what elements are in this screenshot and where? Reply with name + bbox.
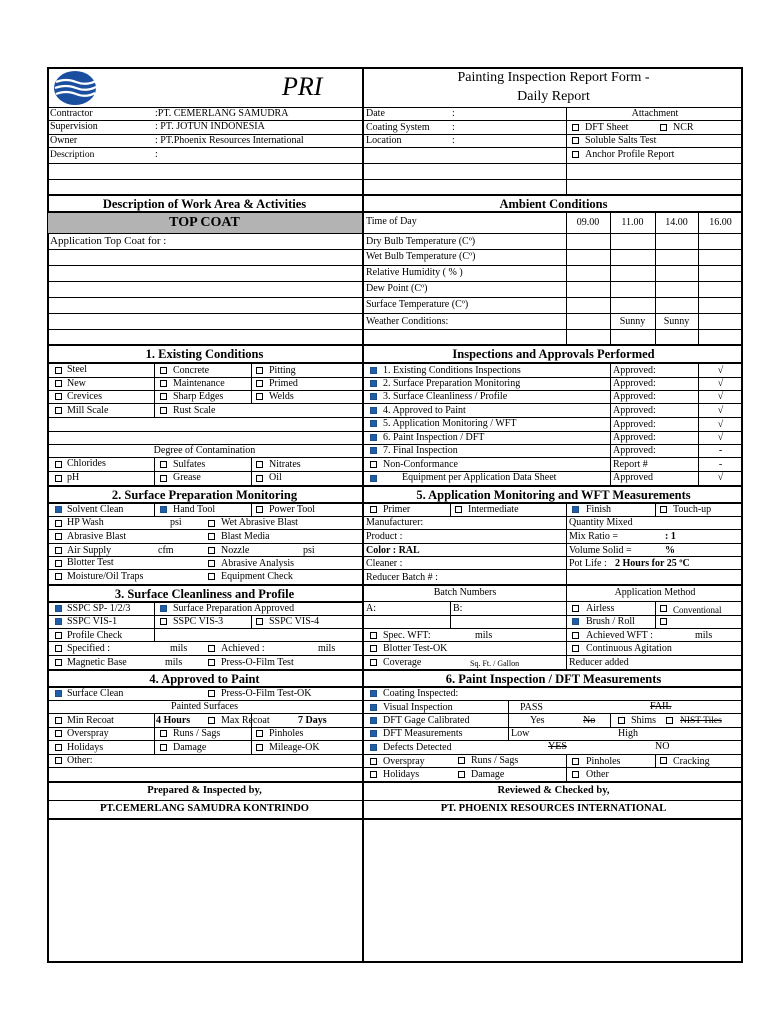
soluble-salts-checkbox[interactable] bbox=[572, 137, 579, 144]
approval-7-mark: - bbox=[718, 445, 723, 456]
primer-label: Primer bbox=[383, 504, 411, 515]
approval-7-label: 7. Final Inspection bbox=[383, 445, 458, 456]
reviewed-company: PT. PHOENIX RESOURCES INTERNATIONAL bbox=[440, 803, 667, 814]
approval-2-label: 2. Surface Preparation Monitoring bbox=[383, 378, 521, 389]
sulfates-checkbox[interactable] bbox=[160, 461, 167, 468]
equipment-label: Equipment per Application Data Sheet bbox=[402, 472, 557, 483]
new-checkbox[interactable] bbox=[55, 380, 62, 387]
approval-2-mark: √ bbox=[717, 378, 724, 389]
pinholes-right-checkbox[interactable] bbox=[572, 758, 579, 765]
abrasive-blast-label: Abrasive Blast bbox=[67, 531, 127, 542]
cleanliness-heading: 3. Surface Cleanliness and Profile bbox=[114, 587, 295, 601]
approval-5-checkbox[interactable] bbox=[370, 420, 377, 427]
nozzle-psi-unit: psi bbox=[303, 545, 315, 556]
brush-roll-checkbox[interactable] bbox=[572, 618, 579, 625]
max-recoat-value: 7 Days bbox=[298, 715, 327, 726]
gage-no-option[interactable]: No bbox=[583, 715, 596, 726]
time-1100: 11.00 bbox=[621, 217, 644, 228]
visual-inspection-checkbox[interactable] bbox=[370, 704, 377, 711]
coating-inspected-label: Coating Inspected: bbox=[383, 688, 459, 699]
dew-point-label: Dew Point (Cº) bbox=[366, 283, 428, 294]
company-logo bbox=[52, 69, 98, 107]
dft-measurements-checkbox[interactable] bbox=[370, 730, 377, 737]
overspray-right-label: Overspray bbox=[383, 756, 425, 767]
approval-1-status: Approved: bbox=[613, 365, 656, 376]
blotter-test-checkbox[interactable] bbox=[55, 560, 62, 567]
mill-scale-label: Mill Scale bbox=[67, 405, 109, 416]
manufacturer-label: Manufacturer: bbox=[366, 517, 424, 528]
spec-wft-label: Spec. WFT: bbox=[383, 630, 431, 641]
date-label: Date bbox=[366, 108, 385, 119]
overspray-right-checkbox[interactable] bbox=[370, 758, 377, 765]
damage-right-checkbox[interactable] bbox=[458, 771, 465, 778]
non-conformance-checkbox[interactable] bbox=[370, 461, 377, 468]
hand-tool-label: Hand Tool bbox=[173, 504, 216, 515]
quantity-mixed-label: Quantity Mixed bbox=[569, 517, 633, 528]
profile-check-label: Profile Check bbox=[67, 630, 123, 641]
brand-name: PRI bbox=[282, 72, 323, 101]
fail-option[interactable]: FAIL bbox=[650, 701, 672, 712]
approval-4-mark: √ bbox=[717, 405, 724, 416]
sspc-sp-label: SSPC SP- 1/2/3 bbox=[67, 603, 131, 614]
pinholes-right-label: Pinholes bbox=[586, 756, 621, 767]
ncr-label: NCR bbox=[673, 122, 694, 133]
cracking-checkbox[interactable] bbox=[660, 757, 667, 764]
press-ok-checkbox[interactable] bbox=[208, 690, 215, 697]
approval-1-checkbox[interactable] bbox=[370, 367, 377, 374]
nitrates-checkbox[interactable] bbox=[256, 461, 263, 468]
oil-label: Oil bbox=[269, 472, 282, 483]
coverage-checkbox[interactable] bbox=[370, 659, 377, 666]
specified-checkbox[interactable] bbox=[55, 645, 62, 652]
non-conformance-status: Report # bbox=[613, 459, 648, 470]
defects-yes-option[interactable]: YES bbox=[548, 741, 567, 752]
sspc-vis1-label: SSPC VIS-1 bbox=[67, 616, 118, 627]
primer-checkbox[interactable] bbox=[370, 506, 377, 513]
dft-low-label: Low bbox=[511, 728, 530, 739]
location-value[interactable]: : bbox=[452, 135, 455, 146]
defects-checkbox[interactable] bbox=[370, 744, 377, 751]
pinholes-left-checkbox[interactable] bbox=[256, 730, 263, 737]
holidays-left-checkbox[interactable] bbox=[55, 744, 62, 751]
soluble-salts-label: Soluble Salts Test bbox=[585, 135, 657, 146]
overspray-left-checkbox[interactable] bbox=[55, 730, 62, 737]
power-tool-label: Power Tool bbox=[269, 504, 316, 515]
batch-numbers-title: Batch Numbers bbox=[433, 587, 497, 598]
hp-wash-label: HP Wash bbox=[67, 517, 104, 528]
ph-label: pH bbox=[67, 472, 80, 483]
prepared-company: PT.CEMERLANG SAMUDRA KONTRINDO bbox=[100, 803, 309, 814]
intermediate-label: Intermediate bbox=[468, 504, 519, 515]
approval-1-label: 1. Existing Conditions Inspections bbox=[383, 365, 521, 376]
continuous-agitation-label: Continuous Agitation bbox=[586, 643, 672, 654]
runs-sags-right-checkbox[interactable] bbox=[458, 757, 465, 764]
pot-life-value: 2 Hours for 25 ºC bbox=[615, 558, 690, 569]
other-left-label: Other: bbox=[67, 755, 93, 766]
solvent-clean-checkbox[interactable] bbox=[55, 506, 62, 513]
other-left-checkbox[interactable] bbox=[55, 757, 62, 764]
crevices-checkbox[interactable] bbox=[55, 393, 62, 400]
dft-sheet-label: DFT Sheet bbox=[585, 122, 629, 133]
approval-4-checkbox[interactable] bbox=[370, 407, 377, 414]
dft-gage-checkbox[interactable] bbox=[370, 717, 377, 724]
welds-label: Welds bbox=[269, 391, 294, 402]
wet-abrasive-checkbox[interactable] bbox=[208, 520, 215, 527]
air-supply-label: Air Supply bbox=[67, 545, 112, 556]
description-label: Description bbox=[50, 150, 95, 160]
blotter-ok-checkbox[interactable] bbox=[370, 645, 377, 652]
prepared-signature-area[interactable] bbox=[49, 821, 361, 961]
nozzle-label: Nozzle bbox=[221, 545, 250, 556]
sharp-edges-label: Sharp Edges bbox=[173, 391, 224, 402]
equipment-mark: √ bbox=[717, 472, 724, 483]
welds-checkbox[interactable] bbox=[256, 393, 263, 400]
dry-bulb-label: Dry Bulb Temperature (Cº) bbox=[366, 236, 476, 247]
abrasive-analysis-label: Abrasive Analysis bbox=[221, 558, 295, 569]
application-label: Application Top Coat for : bbox=[50, 235, 167, 247]
primed-label: Primed bbox=[269, 378, 298, 389]
owner-value[interactable]: : PT.Phoenix Resources International bbox=[155, 135, 304, 146]
approval-5-status: Approved: bbox=[613, 419, 656, 430]
top-coat-label: TOP COAT bbox=[169, 215, 240, 230]
attachment-title: Attachment bbox=[631, 108, 679, 119]
coating-system-label: Coating System bbox=[366, 122, 430, 133]
application-heading: 5. Application Monitoring and WFT Measurements bbox=[416, 488, 691, 502]
approval-6-checkbox[interactable] bbox=[370, 434, 377, 441]
finish-checkbox[interactable] bbox=[572, 506, 579, 513]
damage-left-label: Damage bbox=[173, 742, 207, 753]
conventional-label: Conventional bbox=[673, 605, 722, 615]
holidays-left-label: Holidays bbox=[67, 742, 104, 753]
volume-solid-unit: % bbox=[665, 545, 675, 556]
pot-life-label: Pot Life : bbox=[569, 558, 607, 569]
coverage-label: Coverage bbox=[383, 657, 422, 668]
coverage-unit: Sq. Ft. / Gallon bbox=[470, 659, 520, 668]
reducer-batch-label: Reducer Batch # : bbox=[366, 572, 438, 583]
abrasive-blast-checkbox[interactable] bbox=[55, 533, 62, 540]
approval-5-mark: √ bbox=[717, 419, 724, 430]
approval-7-checkbox[interactable] bbox=[370, 447, 377, 454]
runs-sags-left-label: Runs / Sags bbox=[173, 728, 221, 739]
intermediate-checkbox[interactable] bbox=[455, 506, 462, 513]
color-label: Color : RAL bbox=[366, 545, 420, 556]
shims-checkbox[interactable] bbox=[618, 717, 625, 724]
moisture-traps-checkbox[interactable] bbox=[55, 573, 62, 580]
pitting-checkbox[interactable] bbox=[256, 367, 263, 374]
moisture-traps-label: Moisture/Oil Traps bbox=[67, 571, 144, 582]
batch-a-label: A: bbox=[366, 603, 376, 614]
nitrates-label: Nitrates bbox=[269, 459, 301, 470]
achieved-wft-unit: mils bbox=[695, 630, 713, 641]
spec-wft-checkbox[interactable] bbox=[370, 632, 377, 639]
continuous-agitation-checkbox[interactable] bbox=[572, 645, 579, 652]
approval-2-status: Approved: bbox=[613, 378, 656, 389]
visual-inspection-label: Visual Inspection bbox=[383, 702, 453, 713]
grease-checkbox[interactable] bbox=[160, 475, 167, 482]
approval-4-label: 4. Approved to Paint bbox=[383, 405, 466, 416]
damage-right-label: Damage bbox=[471, 769, 505, 780]
prep-approved-label: Surface Preparation Approved bbox=[173, 603, 295, 614]
ph-checkbox[interactable] bbox=[55, 475, 62, 482]
existing-conditions-heading: 1. Existing Conditions bbox=[145, 347, 264, 361]
rust-scale-checkbox[interactable] bbox=[160, 407, 167, 414]
airless-checkbox[interactable] bbox=[572, 605, 579, 612]
other-right-checkbox[interactable] bbox=[572, 771, 579, 778]
mileage-ok-label: Mileage-OK bbox=[269, 742, 320, 753]
humidity-label: Relative Humidity ( % ) bbox=[366, 267, 463, 278]
achieved-unit: mils bbox=[318, 643, 336, 654]
blotter-test-label: Blotter Test bbox=[67, 557, 114, 568]
reducer-added-label: Reducer added bbox=[569, 657, 629, 668]
brush-roll-label: Brush / Roll bbox=[586, 616, 635, 627]
other-right-label: Other bbox=[586, 769, 609, 780]
report-title-line2: Daily Report bbox=[517, 89, 590, 104]
dft-gage-label: DFT Gage Calibrated bbox=[383, 715, 470, 726]
non-conformance-label: Non-Conformance bbox=[383, 459, 458, 470]
new-label: New bbox=[67, 378, 86, 389]
damage-left-checkbox[interactable] bbox=[160, 744, 167, 751]
nist-tiles-label: NIST Tiles bbox=[680, 716, 722, 726]
air-supply-cfm-unit: cfm bbox=[158, 545, 174, 556]
pitting-label: Pitting bbox=[269, 365, 296, 376]
sharp-edges-checkbox[interactable] bbox=[160, 393, 167, 400]
finish-label: Finish bbox=[586, 504, 612, 515]
touchup-checkbox[interactable] bbox=[660, 506, 667, 513]
solvent-clean-label: Solvent Clean bbox=[67, 504, 124, 515]
equipment-checkbox[interactable] bbox=[370, 475, 377, 482]
hand-tool-checkbox[interactable] bbox=[160, 506, 167, 513]
blast-media-label: Blast Media bbox=[221, 531, 270, 542]
time-1400: 14.00 bbox=[665, 217, 688, 228]
approval-6-label: 6. Paint Inspection / DFT bbox=[383, 432, 485, 443]
press-o-film-checkbox[interactable] bbox=[208, 659, 215, 666]
contractor-value[interactable]: :PT. CEMERLANG SAMUDRA bbox=[155, 108, 289, 119]
volume-solid-label: Volume Solid = bbox=[569, 545, 632, 556]
magnetic-base-label: Magnetic Base bbox=[67, 657, 127, 668]
nist-tiles-checkbox[interactable] bbox=[666, 717, 673, 724]
defects-no-option[interactable]: NO bbox=[655, 741, 670, 752]
crevices-label: Crevices bbox=[67, 391, 102, 402]
hp-wash-checkbox[interactable] bbox=[55, 520, 62, 527]
steel-checkbox[interactable] bbox=[55, 367, 62, 374]
air-supply-checkbox[interactable] bbox=[55, 547, 62, 554]
time-0900: 09.00 bbox=[576, 217, 600, 228]
product-label: Product : bbox=[366, 531, 403, 542]
touchup-label: Touch-up bbox=[673, 504, 712, 515]
runs-sags-right-label: Runs / Sags bbox=[471, 755, 519, 766]
sspc-vis4-checkbox[interactable] bbox=[256, 618, 263, 625]
weather-1100[interactable]: Sunny bbox=[619, 316, 646, 327]
max-recoat-label: Max Recoat bbox=[221, 715, 270, 726]
achieved-checkbox[interactable] bbox=[208, 645, 215, 652]
painted-surfaces-title: Painted Surfaces bbox=[171, 701, 238, 712]
min-recoat-value: 4 Hours bbox=[156, 715, 191, 726]
mix-ratio-label: Mix Ratio = bbox=[569, 531, 618, 542]
surface-temp-label: Surface Temperature (Cº) bbox=[366, 299, 469, 310]
cleaner-label: Cleaner : bbox=[366, 558, 403, 569]
holidays-right-label: Holidays bbox=[383, 769, 420, 780]
weather-label: Weather Conditions: bbox=[366, 316, 449, 327]
shims-label: Shims bbox=[631, 715, 657, 726]
prepared-label: Prepared & Inspected by, bbox=[147, 785, 262, 796]
approval-3-label: 3. Surface Cleanliness / Profile bbox=[383, 391, 508, 402]
equipment-status: Approved bbox=[613, 472, 653, 483]
achieved-label: Achieved : bbox=[221, 643, 265, 654]
hp-wash-psi-unit: psi bbox=[170, 517, 182, 528]
achieved-wft-label: Achieved WFT : bbox=[586, 630, 653, 641]
primed-checkbox[interactable] bbox=[256, 380, 263, 387]
paint-inspection-heading: 6. Paint Inspection / DFT Measurements bbox=[445, 672, 662, 686]
contamination-title: Degree of Contamination bbox=[153, 445, 256, 456]
approval-7-status: Approved: bbox=[613, 445, 656, 456]
surface-clean-checkbox[interactable] bbox=[55, 690, 62, 697]
maintenance-checkbox[interactable] bbox=[160, 380, 167, 387]
blotter-ok-label: Blotter Test-OK bbox=[383, 643, 448, 654]
sspc-vis3-checkbox[interactable] bbox=[160, 618, 167, 625]
grease-label: Grease bbox=[173, 472, 201, 483]
press-o-film-label: Press-O-Film Test bbox=[221, 657, 294, 668]
sulfates-label: Sulfates bbox=[173, 459, 206, 470]
method-other-checkbox[interactable] bbox=[660, 618, 667, 625]
airless-label: Airless bbox=[586, 603, 615, 614]
approval-5-label: 5. Application Monitoring / WFT bbox=[383, 418, 517, 429]
supervision-value[interactable]: : PT. JOTUN INDONESIA bbox=[155, 121, 265, 132]
date-value[interactable]: : bbox=[452, 108, 455, 119]
wet-bulb-label: Wet Bulb Temperature (Cº) bbox=[366, 251, 476, 262]
pass-option[interactable]: PASS bbox=[520, 702, 543, 713]
specified-unit: mils bbox=[170, 643, 188, 654]
pinholes-left-label: Pinholes bbox=[269, 728, 304, 739]
work-area-heading: Description of Work Area & Activities bbox=[102, 197, 307, 211]
approvals-heading: Inspections and Approvals Performed bbox=[452, 347, 655, 361]
cracking-label: Cracking bbox=[673, 756, 710, 767]
ambient-heading: Ambient Conditions bbox=[499, 197, 608, 211]
dft-measurements-label: DFT Measurements bbox=[383, 728, 463, 739]
achieved-wft-checkbox[interactable] bbox=[572, 632, 579, 639]
holidays-right-checkbox[interactable] bbox=[370, 771, 377, 778]
owner-label: Owner bbox=[50, 135, 78, 146]
profile-check-checkbox[interactable] bbox=[55, 632, 62, 639]
weather-1400[interactable]: Sunny bbox=[663, 316, 690, 327]
chlorides-label: Chlorides bbox=[67, 458, 106, 469]
gage-yes-option[interactable]: Yes bbox=[530, 715, 545, 726]
surface-clean-label: Surface Clean bbox=[67, 688, 124, 699]
location-label: Location bbox=[366, 135, 402, 146]
mill-scale-checkbox[interactable] bbox=[55, 407, 62, 414]
min-recoat-checkbox[interactable] bbox=[55, 717, 62, 724]
approval-3-checkbox[interactable] bbox=[370, 393, 377, 400]
anchor-profile-checkbox[interactable] bbox=[572, 151, 579, 158]
maintenance-label: Maintenance bbox=[173, 378, 225, 389]
concrete-label: Concrete bbox=[173, 365, 210, 376]
anchor-profile-label: Anchor Profile Report bbox=[585, 149, 675, 160]
application-method-title: Application Method bbox=[614, 587, 696, 598]
defects-label: Defects Detected bbox=[383, 742, 452, 753]
reviewed-label: Reviewed & Checked by, bbox=[497, 785, 610, 796]
approval-6-mark: √ bbox=[717, 432, 724, 443]
sspc-vis4-label: SSPC VIS-4 bbox=[269, 616, 320, 627]
oil-checkbox[interactable] bbox=[256, 475, 263, 482]
dft-sheet-checkbox[interactable] bbox=[572, 124, 579, 131]
report-title-line1: Painting Inspection Report Form - bbox=[457, 70, 650, 85]
supervision-label: Supervision bbox=[50, 121, 98, 132]
concrete-checkbox[interactable] bbox=[160, 367, 167, 374]
coating-inspected-checkbox[interactable] bbox=[370, 690, 377, 697]
nozzle-checkbox[interactable] bbox=[208, 547, 215, 554]
max-recoat-checkbox[interactable] bbox=[208, 717, 215, 724]
approval-4-status: Approved: bbox=[613, 405, 656, 416]
specified-label: Specified : bbox=[67, 643, 111, 654]
blast-media-checkbox[interactable] bbox=[208, 533, 215, 540]
approval-1-mark: √ bbox=[717, 365, 724, 376]
non-conformance-mark: - bbox=[718, 459, 723, 470]
reviewed-signature-area[interactable] bbox=[365, 821, 741, 961]
press-ok-label: Press-O-Film Test-OK bbox=[221, 688, 312, 699]
time-of-day-label: Time of Day bbox=[366, 216, 417, 227]
ncr-checkbox[interactable] bbox=[660, 124, 667, 131]
prep-approved-checkbox[interactable] bbox=[160, 605, 167, 612]
abrasive-analysis-checkbox[interactable] bbox=[208, 560, 215, 567]
sspc-vis3-label: SSPC VIS-3 bbox=[173, 616, 224, 627]
equipment-check-label: Equipment Check bbox=[221, 571, 293, 582]
overspray-left-label: Overspray bbox=[67, 728, 109, 739]
coating-system-value[interactable]: : bbox=[452, 122, 455, 133]
batch-b-label: B: bbox=[453, 603, 463, 614]
surface-prep-heading: 2. Surface Preparation Monitoring bbox=[111, 488, 298, 502]
magnetic-base-unit: mils bbox=[165, 657, 183, 668]
mileage-ok-checkbox[interactable] bbox=[256, 744, 263, 751]
power-tool-checkbox[interactable] bbox=[256, 506, 263, 513]
approval-3-mark: √ bbox=[717, 391, 724, 402]
sspc-sp-checkbox[interactable] bbox=[55, 605, 62, 612]
approved-paint-heading: 4. Approved to Paint bbox=[149, 672, 260, 686]
dft-high-label: High bbox=[618, 728, 638, 739]
mix-ratio-value: : 1 bbox=[665, 531, 676, 542]
min-recoat-label: Min Recoat bbox=[67, 715, 114, 726]
wet-abrasive-label: Wet Abrasive Blast bbox=[221, 517, 298, 528]
contractor-label: Contractor bbox=[50, 108, 93, 119]
sspc-vis1-checkbox[interactable] bbox=[55, 618, 62, 625]
steel-label: Steel bbox=[67, 364, 87, 375]
chlorides-checkbox[interactable] bbox=[55, 461, 62, 468]
approval-2-checkbox[interactable] bbox=[370, 380, 377, 387]
spec-wft-unit: mils bbox=[475, 630, 493, 641]
runs-sags-left-checkbox[interactable] bbox=[160, 730, 167, 737]
approval-6-status: Approved: bbox=[613, 432, 656, 443]
equipment-check-checkbox[interactable] bbox=[208, 573, 215, 580]
conventional-checkbox[interactable] bbox=[660, 605, 667, 612]
description-value[interactable]: : bbox=[155, 149, 158, 160]
approval-3-status: Approved: bbox=[613, 391, 656, 402]
time-1600: 16.00 bbox=[709, 217, 732, 228]
magnetic-base-checkbox[interactable] bbox=[55, 659, 62, 666]
rust-scale-label: Rust Scale bbox=[173, 405, 216, 416]
